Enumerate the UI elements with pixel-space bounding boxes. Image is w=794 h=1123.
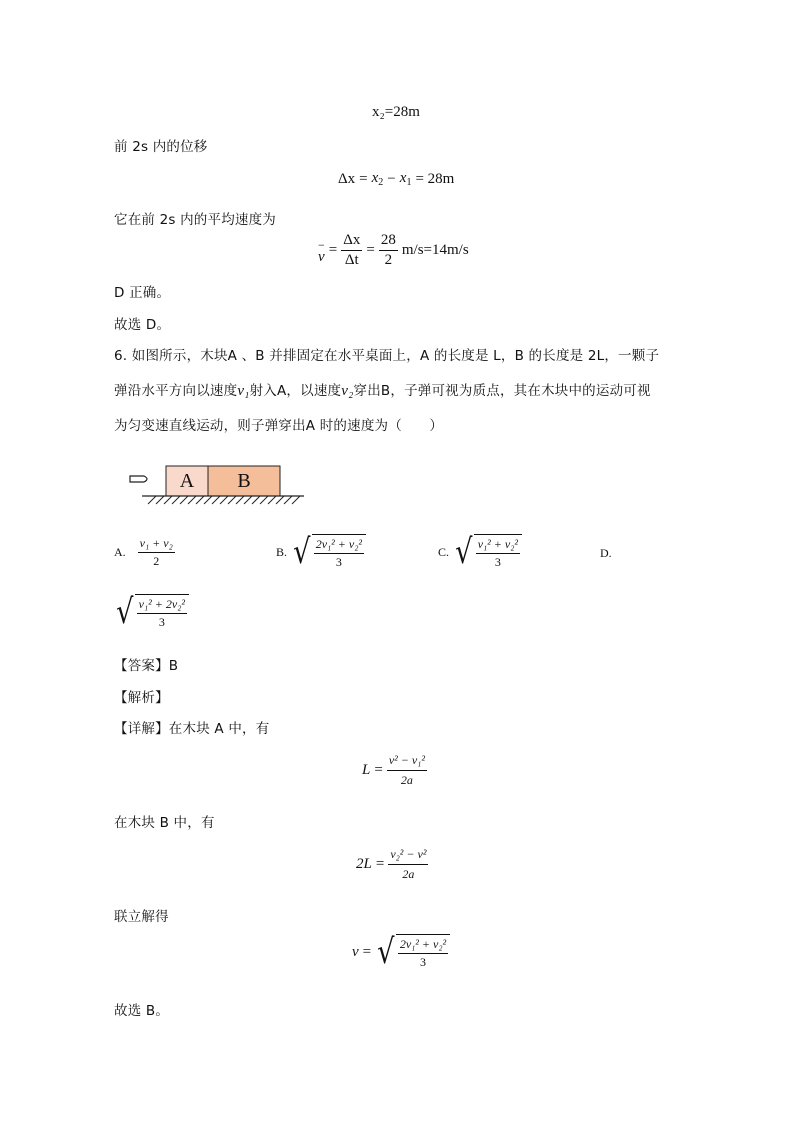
bullet-icon: [130, 476, 147, 482]
option-c-frac: [476, 537, 520, 570]
eq-dx-x2: [372, 170, 384, 188]
eq-avg-frac-2: [379, 232, 398, 269]
eq-avg-num-1: Δx: [341, 232, 362, 251]
eq-v-den: 3: [419, 955, 426, 969]
option-a-num: v₁ + v₂: [138, 536, 175, 553]
eq-avg-frac-1: [341, 232, 362, 269]
eq-2L-den: 2a: [402, 867, 415, 881]
eq-avg-num-2: 28: [379, 232, 398, 251]
option-d-den: 3: [158, 615, 165, 629]
option-c-num: v₁² + v₂²: [476, 537, 520, 554]
eq-avg-equals-1: =: [328, 242, 338, 258]
eq-avg-v: v: [318, 248, 325, 265]
combine-label: 联立解得: [114, 909, 169, 925]
eq-dx-x2-var: x: [371, 170, 379, 186]
eq-v-num: 2v₁² + v₂²: [398, 937, 448, 954]
option-c[interactable]: [438, 534, 522, 570]
option-a-frac: [138, 536, 175, 569]
equation-x2-text: x₂=28m: [372, 104, 420, 120]
block-b-label: B: [237, 470, 251, 492]
detail-b: 在木块 B 中，有: [114, 815, 215, 831]
eq-dx-minus: −: [387, 170, 396, 187]
option-b-num: 2v₁² + v₂²: [314, 537, 364, 554]
option-d-frac: [137, 597, 187, 630]
question-line-2: [114, 379, 651, 400]
eq-dx-x1-sub: 1: [406, 177, 412, 188]
table-hatching: [148, 496, 300, 504]
option-a-label: A.: [114, 545, 126, 559]
eq-2L-num: v₂² − v²: [388, 846, 428, 865]
equation-x2: [372, 104, 420, 121]
eq-2L-lhs: 2L: [356, 856, 372, 872]
question-line-3: 为匀变速直线运动，则子弹穿出A 时的速度为（ ）: [114, 418, 444, 434]
eq-v-lhs: v: [352, 943, 359, 960]
eq-avg-tail: m/s=14m/s: [401, 242, 469, 258]
option-d-num: v₁² + 2v₂²: [137, 597, 187, 614]
option-c-radical: [453, 534, 522, 570]
option-b-radical: [291, 534, 366, 570]
equation-L: [362, 752, 427, 789]
eq-avg-den-1: Δt: [344, 252, 359, 268]
equation-average-velocity: [318, 232, 469, 269]
detail-a: 【详解】在木块 A 中，有: [114, 721, 270, 737]
eq-L-lhs: L: [362, 762, 371, 778]
sqrt-icon: √: [293, 532, 311, 572]
option-d-radical: [114, 594, 189, 630]
option-b[interactable]: [276, 534, 366, 570]
text-d-correct: D 正确。: [114, 285, 171, 301]
question-line-2-mid: 射入A，以速度: [249, 383, 342, 399]
figure-blocks: [128, 462, 308, 510]
eq-dx-equals: =: [359, 170, 368, 187]
eq-avg-den-2: 2: [384, 252, 393, 268]
eq-dx-lhs: Δx: [338, 170, 356, 187]
eq-2L-frac: [388, 846, 428, 883]
equation-2L: [356, 846, 428, 883]
sqrt-icon: √: [455, 532, 473, 572]
eq-L-den: 2a: [400, 773, 413, 787]
eq-dx-x1: [400, 170, 412, 188]
eq-dx-x2-sub: 2: [378, 177, 384, 188]
option-a[interactable]: [114, 536, 175, 569]
analysis-label: 【解析】: [114, 690, 169, 706]
equation-v: [352, 934, 450, 970]
question-v1: v₁: [237, 383, 250, 399]
option-d-label: D.: [600, 546, 612, 560]
eq-v-radical: [375, 934, 450, 970]
option-a-den: 2: [153, 554, 160, 568]
eq-L-num: v² − v₁²: [387, 752, 427, 771]
eq-avg-equals-2: =: [366, 242, 375, 258]
eq-v-frac: [398, 937, 448, 970]
eq-avg-bar: −: [318, 237, 325, 252]
question-line-2-pre: 弹沿水平方向以速度: [114, 383, 238, 399]
question-line-2-post: 穿出B，子弹可视为质点，其在木块中的运动可视: [353, 383, 651, 399]
option-b-frac: [314, 537, 364, 570]
question-line-1: 6. 如图所示，木块A 、B 并排固定在水平桌面上，A 的长度是 L，B 的长度是 2L，一颗子: [114, 348, 660, 364]
option-c-den: 3: [494, 555, 501, 569]
block-a-label: A: [179, 470, 195, 492]
option-c-label: C.: [438, 544, 450, 559]
eq-L-frac: [387, 752, 427, 789]
text-choose-d: 故选 D。: [114, 317, 171, 333]
eq-2L-equals: =: [375, 856, 385, 872]
eq-L-equals: =: [374, 762, 383, 778]
option-b-label: B.: [276, 544, 288, 559]
eq-dx-rhs: = 28m: [415, 170, 455, 187]
question-v2: v₂: [341, 383, 354, 399]
text-average-velocity-label: 它在前 2s 内的平均速度为: [114, 212, 277, 228]
sqrt-icon: √: [377, 932, 395, 972]
answer-label: 【答案】B: [114, 658, 179, 674]
eq-dx-x1-var: x: [399, 170, 407, 186]
eq-v-equals: =: [362, 943, 372, 960]
eq-avg-vbar: [318, 239, 325, 263]
text-displacement-label: 前 2s 内的位移: [114, 139, 208, 155]
equation-delta-x: [338, 170, 454, 188]
final-answer: 故选 B。: [114, 1003, 170, 1019]
option-b-den: 3: [335, 555, 342, 569]
sqrt-icon: √: [116, 592, 134, 632]
option-d[interactable]: [114, 594, 189, 630]
